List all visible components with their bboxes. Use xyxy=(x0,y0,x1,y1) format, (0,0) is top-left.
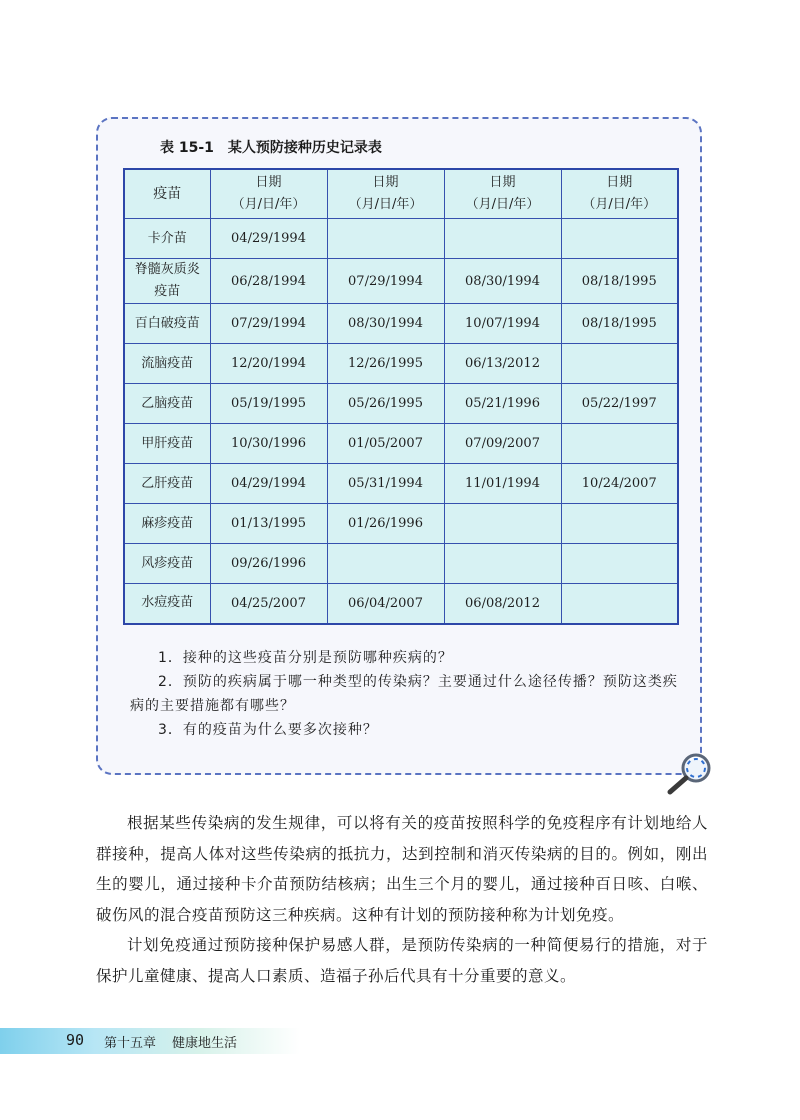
vaccination-table xyxy=(123,168,679,625)
vaccine-name-cell xyxy=(124,344,210,384)
vaccine-name: 脊髓灰质炎 xyxy=(134,262,200,277)
date-cell: 08/30/1994 xyxy=(444,259,561,304)
date-cell: 04/25/2007 xyxy=(210,584,327,624)
vaccine-name: 风疹疫苗 xyxy=(141,555,194,571)
vaccine-name-cell xyxy=(124,504,210,544)
date-cell xyxy=(561,219,678,259)
table-row xyxy=(124,424,678,464)
vaccine-name: 百白破疫苗 xyxy=(134,315,200,331)
date-cell: 10/24/2007 xyxy=(561,464,678,504)
date-cell: 07/09/2007 xyxy=(444,424,561,464)
date-cell xyxy=(561,344,678,384)
date-cell: 06/28/1994 xyxy=(210,259,327,304)
table-row xyxy=(124,304,678,344)
date-cell: 05/21/1996 xyxy=(444,384,561,424)
date-cell: 12/20/1994 xyxy=(210,344,327,384)
table-number: 表 15-1 xyxy=(160,140,214,156)
table-row xyxy=(124,259,678,304)
date-cell: 06/08/2012 xyxy=(444,584,561,624)
date-cell: 11/01/1994 xyxy=(444,464,561,504)
vaccine-name-cell xyxy=(124,544,210,584)
date-cell: 06/13/2012 xyxy=(444,344,561,384)
date-cell xyxy=(444,504,561,544)
header-date-format: （月/日/年） xyxy=(348,197,423,212)
vaccine-name: 麻疹疫苗 xyxy=(141,515,194,531)
date-cell: 05/26/1995 xyxy=(327,384,444,424)
date-cell: 04/29/1994 xyxy=(210,464,327,504)
vaccine-name-cell xyxy=(124,584,210,624)
date-cell: 01/13/1995 xyxy=(210,504,327,544)
date-cell: 05/22/1997 xyxy=(561,384,678,424)
date-cell xyxy=(561,584,678,624)
date-cell: 04/29/1994 xyxy=(210,219,327,259)
header-vaccine: 疫苗 xyxy=(124,169,210,219)
date-cell: 08/30/1994 xyxy=(327,304,444,344)
date-cell xyxy=(561,544,678,584)
discussion-questions xyxy=(130,646,678,742)
header-date xyxy=(561,169,678,219)
date-cell xyxy=(327,544,444,584)
vaccine-name: 乙肝疫苗 xyxy=(141,475,194,491)
date-cell: 12/26/1995 xyxy=(327,344,444,384)
date-cell xyxy=(561,424,678,464)
body-text xyxy=(96,808,708,991)
vaccine-name-cell xyxy=(124,304,210,344)
table-row xyxy=(124,384,678,424)
date-cell xyxy=(327,219,444,259)
table-row xyxy=(124,219,678,259)
date-cell: 10/30/1996 xyxy=(210,424,327,464)
question-item: 2．预防的疾病属于哪一种类型的传染病？主要通过什么途径传播？预防这类疾病的主要措施都有哪些？ xyxy=(130,674,678,714)
header-date-format: （月/日/年） xyxy=(582,197,657,212)
header-date-label: 日期 xyxy=(606,175,633,190)
header-date xyxy=(327,169,444,219)
table-header-row xyxy=(124,169,678,219)
vaccine-name-cell xyxy=(124,219,210,259)
table-row xyxy=(124,544,678,584)
date-cell: 07/29/1994 xyxy=(327,259,444,304)
vaccine-name-cell xyxy=(124,424,210,464)
date-cell xyxy=(561,504,678,544)
vaccine-name: 卡介苗 xyxy=(147,230,187,246)
table-row xyxy=(124,504,678,544)
vaccine-name-cell xyxy=(124,464,210,504)
date-cell: 08/18/1995 xyxy=(561,304,678,344)
vaccine-name: 甲肝疫苗 xyxy=(141,435,194,451)
vaccine-name: 疫苗 xyxy=(154,284,181,299)
date-cell: 08/18/1995 xyxy=(561,259,678,304)
date-cell: 06/04/2007 xyxy=(327,584,444,624)
question-item: 3．有的疫苗为什么要多次接种？ xyxy=(158,722,378,738)
body-paragraph: 计划免疫通过预防接种保护易感人群，是预防传染病的一种简便易行的措施，对于保护儿童健康、提高人口素质、造福子孙后代具有十分重要的意义。 xyxy=(96,936,708,985)
table-caption xyxy=(160,137,382,157)
date-cell: 05/31/1994 xyxy=(327,464,444,504)
header-date xyxy=(210,169,327,219)
date-cell: 05/19/1995 xyxy=(210,384,327,424)
date-cell: 10/07/1994 xyxy=(444,304,561,344)
vaccine-name: 乙脑疫苗 xyxy=(141,395,194,411)
date-cell: 09/26/1996 xyxy=(210,544,327,584)
chapter-label xyxy=(104,1032,237,1051)
vaccine-name-cell xyxy=(124,259,210,304)
vaccine-name: 流脑疫苗 xyxy=(141,355,194,371)
date-cell xyxy=(444,219,561,259)
date-cell: 07/29/1994 xyxy=(210,304,327,344)
header-date-label: 日期 xyxy=(489,175,516,190)
page-number: 90 xyxy=(66,1031,85,1049)
header-date-label: 日期 xyxy=(255,175,282,190)
magnifier-icon xyxy=(660,748,716,798)
body-paragraph: 根据某些传染病的发生规律，可以将有关的疫苗按照科学的免疫程序有计划地给人群接种，提高人体对这些传染病的抵抗力，达到控制和消灭传染病的目的。例如，刚出生的婴儿，通过接种卡介苗预防结核病；出生三个月的婴儿，通过接种百日咳、白喉、破伤风的混合疫苗预防这三种疾病。这种有计划的预防接种称为计划免疫。 xyxy=(96,814,708,924)
date-cell: 01/26/1996 xyxy=(327,504,444,544)
date-cell: 01/05/2007 xyxy=(327,424,444,464)
vaccine-name-cell xyxy=(124,384,210,424)
table-title: 某人预防接种历史记录表 xyxy=(227,140,382,156)
table-row xyxy=(124,464,678,504)
chapter-number: 第十五章 xyxy=(104,1036,157,1051)
date-cell xyxy=(444,544,561,584)
header-date-label: 日期 xyxy=(372,175,399,190)
table-row xyxy=(124,584,678,624)
header-date-format: （月/日/年） xyxy=(231,197,306,212)
header-date xyxy=(444,169,561,219)
chapter-title: 健康地生活 xyxy=(172,1036,238,1051)
table-row xyxy=(124,344,678,384)
header-date-format: （月/日/年） xyxy=(465,197,540,212)
vaccine-name: 水痘疫苗 xyxy=(141,595,194,611)
question-item: 1．接种的这些疫苗分别是预防哪种疾病的？ xyxy=(158,650,453,666)
